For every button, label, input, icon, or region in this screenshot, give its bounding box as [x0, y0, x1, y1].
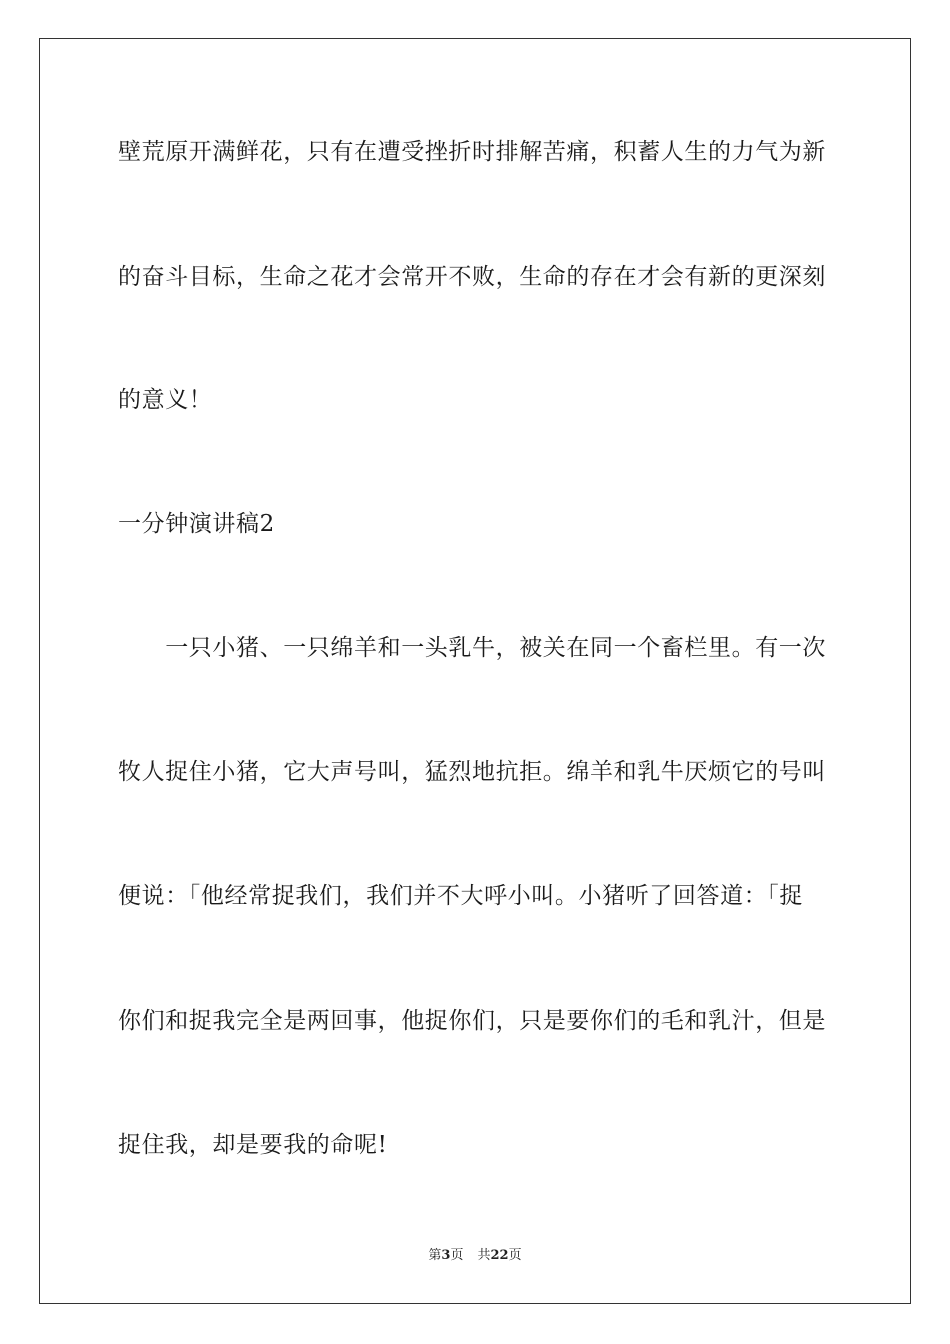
body-line-6: 牧人捉住小猪，它大声号叫，猛烈地抗拒。绵羊和乳牛厌烦它的号叫: [118, 759, 826, 785]
body-line-8: 你们和捉我完全是两回事，他捉你们，只是要你们的毛和乳汁，但是: [118, 1008, 826, 1034]
footer-page-prefix: 第: [428, 1248, 442, 1263]
body-line-5: 一只小猪、一只绵羊和一头乳牛，被关在同一个畜栏里。有一次: [118, 635, 826, 661]
section-heading: 一分钟演讲稿2: [118, 511, 275, 537]
body-line-3: 的意义！: [118, 387, 213, 413]
footer-page-unit: 页: [450, 1248, 464, 1263]
body-line-1: 壁荒原开满鲜花，只有在遭受挫折时排解苦痛，积蓄人生的力气为新: [118, 139, 826, 165]
footer-total-unit: 页: [508, 1248, 522, 1263]
body-line-9: 捉住我，却是要我的命呢!: [118, 1132, 388, 1158]
footer-total-prefix: 共: [477, 1248, 491, 1263]
footer-page-current: 3: [441, 1248, 451, 1263]
body-line-2: 的奋斗目标，生命之花才会常开不败，生命的存在才会有新的更深刻: [118, 264, 826, 290]
footer-page-total: 22: [490, 1248, 509, 1263]
page-footer: [0, 1247, 950, 1265]
body-line-7: 便说：「他经常捉我们，我们并不大呼小叫。小猪听了回答道：「捉: [118, 883, 803, 909]
page-frame: [39, 38, 911, 1304]
